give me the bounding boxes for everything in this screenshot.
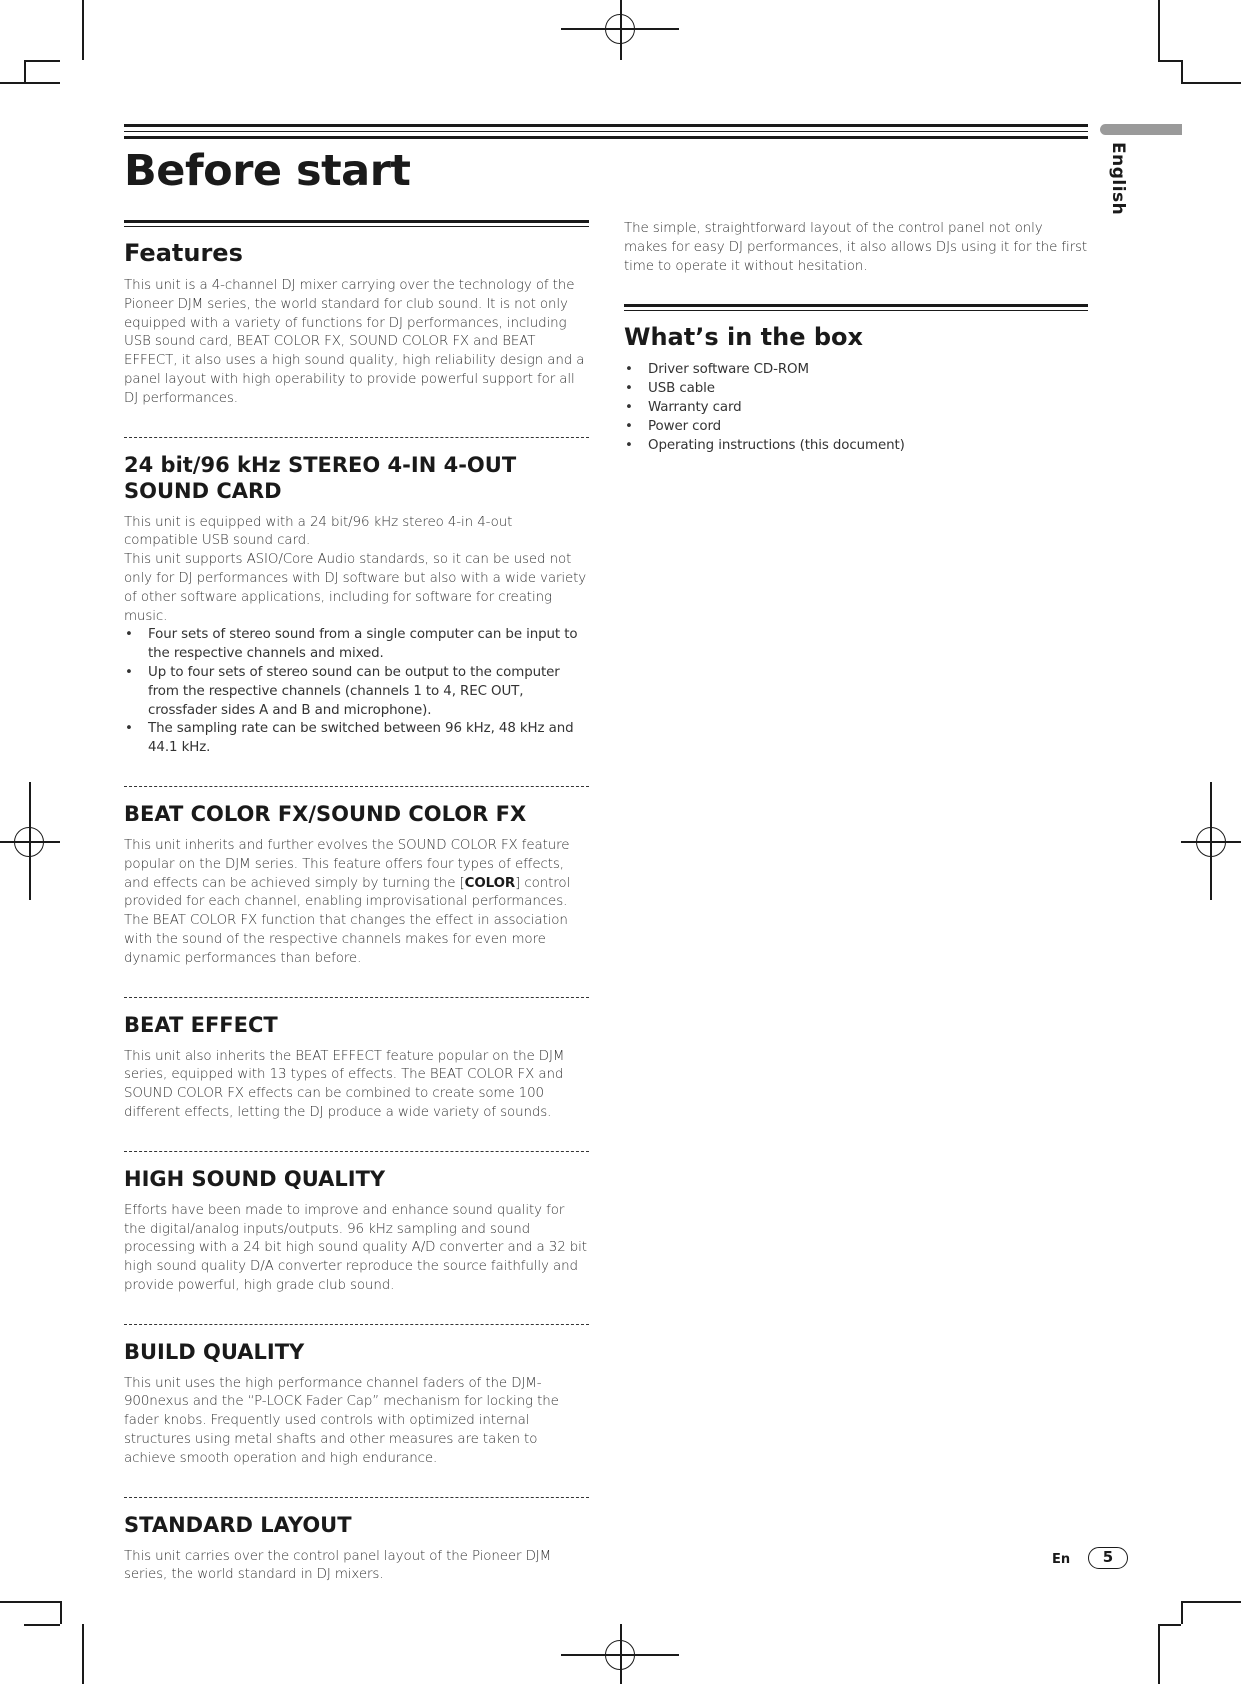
build-quality-title: BUILD QUALITY bbox=[124, 1339, 305, 1364]
box-title: What’s in the box bbox=[624, 323, 863, 352]
box-contents-list bbox=[624, 361, 1088, 455]
dashed-divider bbox=[124, 786, 589, 787]
dashed-divider bbox=[124, 1497, 589, 1498]
list-item: • Driver software CD-ROM bbox=[624, 361, 1088, 380]
sound-card-title: 24 bit/96 kHz STEREO 4-IN 4-OUT SOUND CARD bbox=[124, 452, 517, 503]
language-tab bbox=[1100, 124, 1182, 135]
title-rule bbox=[124, 124, 1088, 139]
page-number: 5 bbox=[1088, 1547, 1128, 1569]
dashed-divider bbox=[124, 437, 589, 438]
high-sound-title: HIGH SOUND QUALITY bbox=[124, 1166, 386, 1191]
list-item: • Up to four sets of stereo sound can be output to the computer from the respective channels (channels 1 to 4, REC OUT, crossfader sides A and B and microphone). bbox=[124, 664, 589, 720]
standard-layout-title: STANDARD LAYOUT bbox=[124, 1512, 352, 1537]
beat-color-text-after: ] control provided for each channel, enabling improvisational performances. The BEAT COLOR FX function that changes the effect in association with the sound of the respective channels makes for even more dynamic performances than before. bbox=[124, 875, 571, 966]
list-item: • Four sets of stereo sound from a single computer can be input to the respective channels and mixed. bbox=[124, 626, 589, 664]
list-item: • The sampling rate can be switched between 96 kHz, 48 kHz and 44.1 kHz. bbox=[124, 720, 589, 758]
standard-layout-text: This unit carries over the control panel layout of the Pioneer DJM series, the world standard in DJ mixers. bbox=[124, 1548, 552, 1583]
sound-card-para-2: This unit supports ASIO/Core Audio standards, so it can be used not only for DJ performances with DJ software but also with a wide variety of other software applications, including for software for creating music. bbox=[124, 552, 587, 624]
dashed-divider bbox=[124, 1151, 589, 1152]
build-quality-text: This unit uses the high performance channel faders of the DJM-900nexus and the “P-LOCK Fader Cap” mechanism for locking the fader knobs. Frequently used controls with optimized internal structures using metal shafts and other measures are taken to achieve smooth operation and high endurance. bbox=[124, 1375, 559, 1466]
right-column bbox=[624, 220, 1088, 455]
beat-effect-text: This unit also inherits the BEAT EFFECT feature popular on the DJM series, equipped with 13 types of effects. The BEAT COLOR FX and SOUND COLOR FX effects can be combined to create some 100 different effects, letting the DJ produce a wide variety of sounds. bbox=[124, 1048, 565, 1120]
footer-lang-code: En bbox=[1052, 1552, 1071, 1567]
list-item: • Warranty card bbox=[624, 399, 1088, 418]
sound-card-para-1: This unit is equipped with a 24 bit/96 kHz stereo 4-in 4-out compatible USB sound card. bbox=[124, 514, 513, 549]
list-item: • Operating instructions (this document) bbox=[624, 437, 1088, 456]
language-label: English bbox=[1108, 142, 1128, 216]
beat-effect-title: BEAT EFFECT bbox=[124, 1012, 278, 1037]
color-control-name: COLOR bbox=[464, 875, 516, 891]
high-sound-text: Efforts have been made to improve and enhance sound quality for the digital/analog inputs/outputs. 96 kHz sampling and sound processing with a 24 bit high sound quality A/D converter and a 32 bit high sound quality D/A converter reproduce the source faithfully and provide powerful, high grade club sound. bbox=[124, 1202, 587, 1293]
sound-card-bullets bbox=[124, 626, 589, 758]
standard-layout-continued: The simple, straightforward layout of the control panel not only makes for easy DJ performances, it also allows DJs using it for the first time to operate it without hesitation. bbox=[624, 221, 1088, 274]
dashed-divider bbox=[124, 1324, 589, 1325]
list-item: • USB cable bbox=[624, 380, 1088, 399]
beat-color-title: BEAT COLOR FX/SOUND COLOR FX bbox=[124, 801, 527, 826]
features-intro: This unit is a 4-channel DJ mixer carrying over the technology of the Pioneer DJM series, the world standard for club sound. It is not only equipped with a variety of functions for DJ performances, including USB sound card, BEAT COLOR FX, SOUND COLOR FX and BEAT EFFECT, it also uses a high sound quality, high reliability design and a panel layout with high operability to provide powerful support for all DJ performances. bbox=[124, 278, 585, 406]
beat-color-text bbox=[124, 837, 589, 969]
list-item: • Power cord bbox=[624, 418, 1088, 437]
beat-color-text-before: This unit inherits and further evolves the SOUND COLOR FX feature popular on the DJM series. This feature offers four types of effects, and effects can be achieved simply by turning the [ bbox=[124, 837, 570, 891]
left-column bbox=[124, 220, 589, 1585]
section-rule bbox=[624, 304, 1088, 311]
page-title: Before start bbox=[124, 146, 411, 196]
features-title: Features bbox=[124, 239, 243, 267]
section-rule bbox=[124, 220, 589, 227]
dashed-divider bbox=[124, 997, 589, 998]
